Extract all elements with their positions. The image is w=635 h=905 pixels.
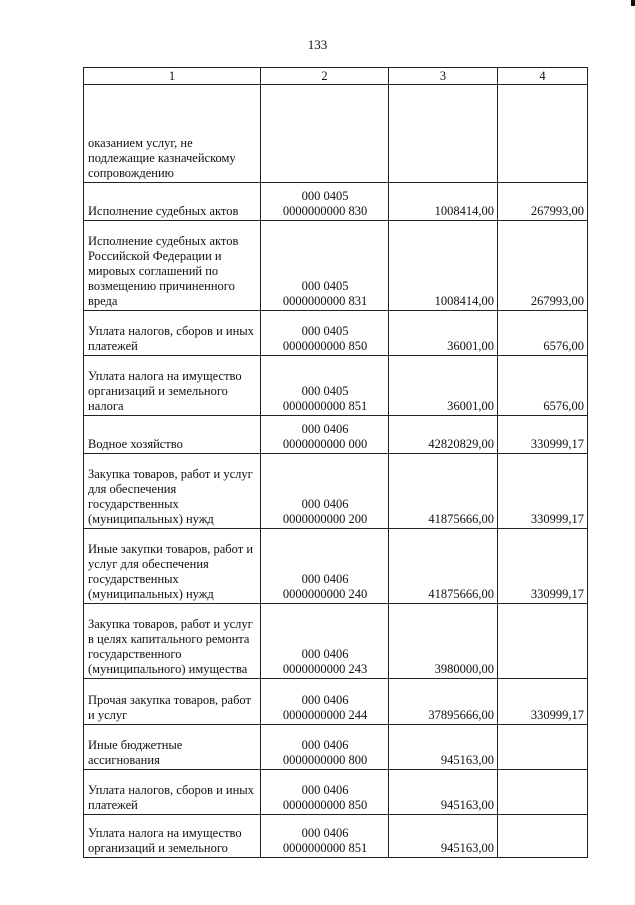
row-code [261,815,389,858]
row-code-line2: 0000000000 240 [282,587,368,601]
row-code [261,725,389,770]
row-code-line1: 000 0405 [301,384,349,398]
row-code-line1: 000 0405 [301,279,349,293]
table-row [84,356,588,416]
row-code-line1: 000 0406 [301,738,349,752]
header-cell-4: 4 [498,68,588,85]
row-name: Уплата налога на имущество организаций и земельного налога [84,356,261,416]
row-value-col3: 945163,00 [389,815,498,858]
row-code [261,183,389,221]
row-code-line2: 0000000000 830 [282,204,368,218]
row-code-line2: 0000000000 851 [282,399,368,413]
row-value-col3: 41875666,00 [389,454,498,529]
row-code [261,529,389,604]
header-row [84,68,588,85]
page-number: 133 [307,37,328,52]
row-code-line1: 000 0406 [301,783,349,797]
row-name: Исполнение судебных актов Российской Федерации и мировых соглашений по возмещению причиненного вреда [84,221,261,311]
row-value-col4: 267993,00 [498,221,588,311]
row-name: Уплата налогов, сборов и иных платежей [84,311,261,356]
row-code-line1: 000 0406 [301,422,349,436]
row-value-col4: 330999,17 [498,679,588,725]
table-row [84,604,588,679]
row-value-col3: 36001,00 [389,356,498,416]
row-code [261,416,389,454]
row-name: Водное хозяйство [84,416,261,454]
header-cell-1: 1 [84,68,261,85]
row-value-col3: 36001,00 [389,311,498,356]
table-row [84,454,588,529]
row-code-line1: 000 0406 [301,693,349,707]
row-value-col3: 945163,00 [389,725,498,770]
row-name: Закупка товаров, работ и услуг для обеспечения государственных (муниципальных) нужд [84,454,261,529]
row-code [261,604,389,679]
budget-table [83,67,588,858]
row-code-line1: 000 0406 [301,647,349,661]
row-value-col3: 41875666,00 [389,529,498,604]
row-code [261,356,389,416]
row-value-col3: 42820829,00 [389,416,498,454]
row-value-col3 [389,85,498,183]
row-value-col4: 267993,00 [498,183,588,221]
row-value-col3: 1008414,00 [389,183,498,221]
row-code [261,679,389,725]
table-row [84,770,588,815]
row-value-col4: 6576,00 [498,311,588,356]
row-code-line2: 0000000000 800 [282,753,368,767]
row-name: Иные бюджетные ассигнования [84,725,261,770]
row-code-line1: 000 0405 [301,324,349,338]
row-value-col4 [498,725,588,770]
row-code-line2: 0000000000 000 [282,437,368,451]
row-name: Иные закупки товаров, работ и услуг для обеспечения государственных (муниципальных) нужд [84,529,261,604]
row-value-col3: 37895666,00 [389,679,498,725]
row-value-col3: 1008414,00 [389,221,498,311]
row-value-col4 [498,770,588,815]
row-code [261,311,389,356]
row-code-line1: 000 0406 [301,572,349,586]
row-code-line2: 0000000000 243 [282,662,368,676]
row-value-col4 [498,604,588,679]
row-code-line1: 000 0406 [301,826,349,840]
row-value-col3: 945163,00 [389,770,498,815]
row-code [261,454,389,529]
row-value-col3: 3980000,00 [389,604,498,679]
row-code-line1: 000 0405 [301,189,349,203]
table-row [84,183,588,221]
row-name: Уплата налога на имущество организаций и земельного [84,815,261,858]
table-row [84,221,588,311]
row-value-col4 [498,815,588,858]
row-code [261,770,389,815]
row-value-col4: 330999,17 [498,416,588,454]
row-name: Прочая закупка товаров, работ и услуг [84,679,261,725]
row-code-line1: 000 0406 [301,497,349,511]
row-code-line2: 0000000000 200 [282,512,368,526]
header-cell-3: 3 [389,68,498,85]
row-name: Уплата налогов, сборов и иных платежей [84,770,261,815]
table-row [84,815,588,858]
table-row [84,725,588,770]
table-row [84,529,588,604]
row-code-line2: 0000000000 831 [282,294,368,308]
table-row [84,416,588,454]
table-row [84,679,588,725]
row-name: Исполнение судебных актов [84,183,261,221]
row-value-col4: 330999,17 [498,529,588,604]
table-row [84,85,588,183]
row-value-col4: 6576,00 [498,356,588,416]
row-name: Закупка товаров, работ и услуг в целях капитального ремонта государственного (муниципального) имущества [84,604,261,679]
row-name: оказанием услуг, не подлежащие казначейскому сопровождению [84,85,261,183]
row-value-col4 [498,85,588,183]
row-code [261,85,389,183]
row-value-col4: 330999,17 [498,454,588,529]
row-code-line2: 0000000000 851 [282,841,368,855]
row-code-line2: 0000000000 850 [282,798,368,812]
row-code-line2: 0000000000 244 [282,708,368,722]
header-cell-2: 2 [261,68,389,85]
row-code-line2: 0000000000 850 [282,339,368,353]
table-row [84,311,588,356]
row-code [261,221,389,311]
scan-corner-mark [631,0,635,6]
